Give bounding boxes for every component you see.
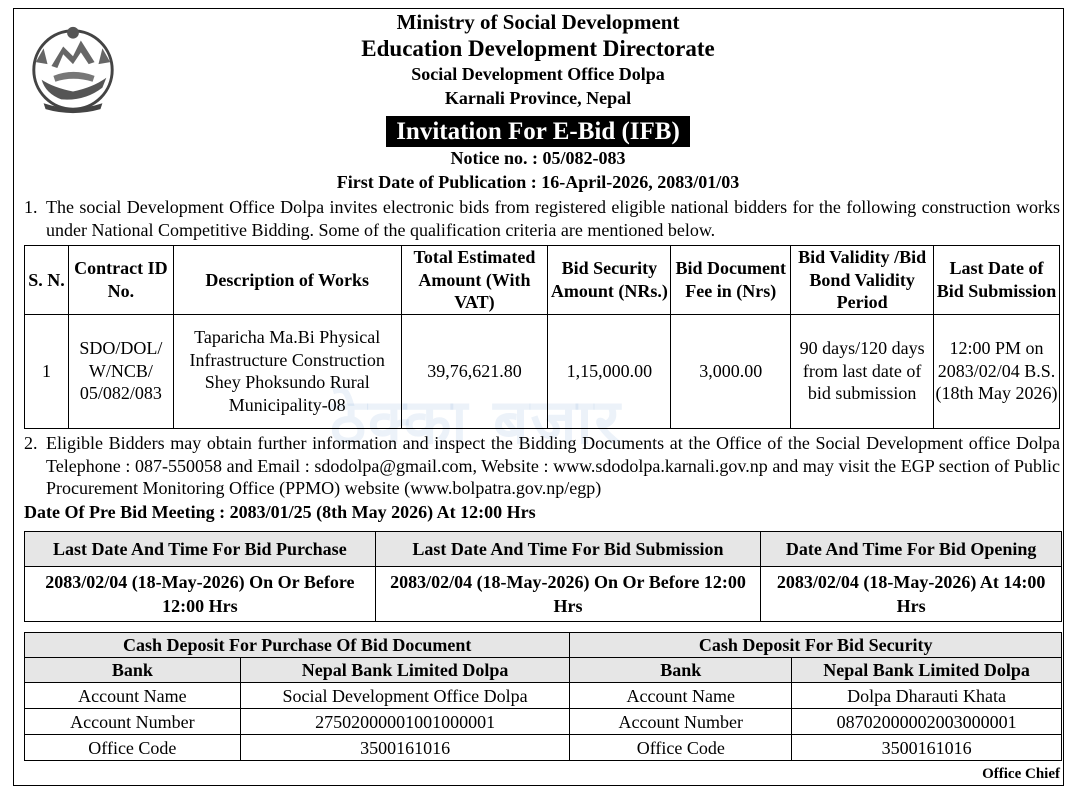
header-last-date: Last Date of Bid Submission [934, 246, 1060, 315]
prebid-meeting: Date Of Pre Bid Meeting : 2083/01/25 (8th May 2026) At 12:00 Hrs [24, 502, 536, 522]
bank-label: Bank [25, 658, 241, 683]
security-value: Dolpa Dharauti Khata [792, 683, 1062, 709]
cell-sn: 1 [25, 314, 69, 428]
province-name: Karnali Province, Nepal [444, 88, 632, 108]
row-label: Office Code [25, 735, 241, 761]
header-estimated: Total Estimated Amount (With VAT) [401, 246, 548, 315]
bank-table [24, 632, 1062, 761]
cell-validity: 90 days/120 days from last date of bid submission [791, 314, 934, 428]
ifb-title: Invitation For E-Bid (IFB) [386, 116, 690, 147]
purchase-value: Social Development Office Dolpa [240, 683, 570, 709]
info-text: Eligible Bidders may obtain further information and inspect the Bidding Documents at the Office of the Social Development office Dolpa Telephone : 087-550058 and Email : sdodolpa@gmail.com, Website : www.sdodolpa.karnali.gov.np and may visit the EGP section of Public Procurement Monitoring Office (PPMO) website (www.bolpatra.gov.np/egp) [46, 433, 1060, 498]
bank-label: Bank [570, 658, 792, 683]
header-sn: S. N. [25, 246, 69, 315]
table-row [25, 735, 1062, 761]
ministry-name: Ministry of Social Development [396, 10, 680, 34]
dates-table [24, 531, 1062, 622]
purchase-value: 27502000001001000001 [240, 709, 570, 735]
watermark: ठेक्का बजार [330, 385, 622, 458]
cell-fee: 3,000.00 [671, 314, 791, 428]
row-label: Account Number [570, 709, 792, 735]
purchase-deposit-title: Cash Deposit For Purchase Of Bid Document [25, 633, 570, 658]
intro-paragraph [24, 196, 1060, 241]
intro-text: The social Development Office Dolpa invites electronic bids from registered eligible national bidders for the following construction works under National Competitive Bidding. Some of the qualification criteria are mentioned below. [46, 197, 1060, 240]
cell-security: 1,15,000.00 [548, 314, 671, 428]
header-bid-purchase: Last Date And Time For Bid Purchase [25, 532, 376, 567]
notice-number: Notice no. : 05/082-083 [450, 148, 626, 168]
header-bid-submission: Last Date And Time For Bid Submission [375, 532, 761, 567]
cell-contract: SDO/DOL/ W/NCB/ 05/082/083 [68, 314, 173, 428]
works-table [24, 245, 1060, 429]
header-security: Bid Security Amount (NRs.) [548, 246, 671, 315]
table-row [25, 314, 1060, 428]
table-row [25, 567, 1062, 622]
header-validity: Bid Validity /Bid Bond Validity Period [791, 246, 934, 315]
cell-bid-purchase: 2083/02/04 (18-May-2026) On Or Before 12:00 Hrs [25, 567, 376, 622]
header-contract: Contract ID No. [68, 246, 173, 315]
directorate-name: Education Development Directorate [361, 36, 715, 61]
header-description: Description of Works [173, 246, 401, 315]
security-deposit-title: Cash Deposit For Bid Security [570, 633, 1062, 658]
cell-bid-opening: 2083/02/04 (18-May-2026) At 14:00 Hrs [761, 567, 1062, 622]
row-label: Office Code [570, 735, 792, 761]
header-bid-opening: Date And Time For Bid Opening [761, 532, 1062, 567]
cell-estimated: 39,76,621.80 [401, 314, 548, 428]
security-bank-name: Nepal Bank Limited Dolpa [792, 658, 1062, 683]
header-fee: Bid Document Fee in (Nrs) [671, 246, 791, 315]
paragraph-number: 1. [24, 197, 38, 217]
cell-last-date: 12:00 PM on 2083/02/04 B.S.(18th May 2026) [934, 314, 1060, 428]
paragraph-number: 2. [24, 433, 38, 453]
purchase-bank-name: Nepal Bank Limited Dolpa [240, 658, 570, 683]
security-value: 3500161016 [792, 735, 1062, 761]
publication-date: First Date of Publication : 16-April-2026, 2083/01/03 [336, 172, 740, 192]
purchase-value: 3500161016 [240, 735, 570, 761]
row-label: Account Name [25, 683, 241, 709]
table-row [25, 683, 1062, 709]
table-row [25, 709, 1062, 735]
security-value: 08702000002003000001 [792, 709, 1062, 735]
cell-description: Taparicha Ma.Bi Physical Infrastructure Construction Shey Phoksundo Rural Municipality-08 [173, 314, 401, 428]
row-label: Account Number [25, 709, 241, 735]
office-name: Social Development Office Dolpa [411, 64, 665, 84]
cell-bid-submission: 2083/02/04 (18-May-2026) On Or Before 12:00 Hrs [375, 567, 761, 622]
row-label: Account Name [570, 683, 792, 709]
office-chief-signature: Office Chief [982, 766, 1060, 782]
info-paragraph [24, 432, 1060, 500]
